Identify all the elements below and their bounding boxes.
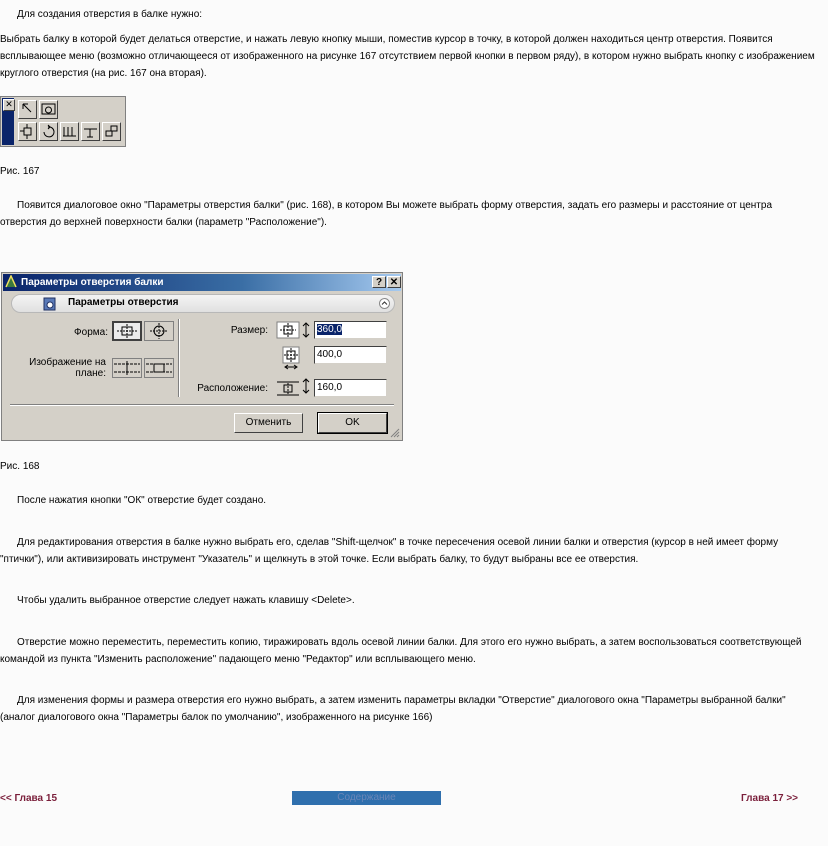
collapse-icon xyxy=(379,298,390,309)
plan-display-option-1[interactable] xyxy=(112,358,142,378)
paragraph-dialog-appears: Появится диалоговое окно "Параметры отверстия балки" (рис. 168), в котором Вы можете выбрать форму отверстия, задать его размеры и расстояние от центра отверстия до верхней поверхности балки (параметр "Расположение"). xyxy=(0,200,773,228)
rectangular-hole-icon xyxy=(114,323,140,339)
cancel-button[interactable]: Отменить xyxy=(234,413,303,433)
table-of-contents-link[interactable]: Содержание xyxy=(292,791,441,805)
plan-outline-icon xyxy=(145,359,173,377)
width-dimension-icon xyxy=(276,321,300,339)
hole-parameters-dialog xyxy=(1,272,403,441)
figure-167-caption: Рис. 167 xyxy=(0,166,40,177)
help-button[interactable]: ? xyxy=(372,276,386,288)
move-button[interactable] xyxy=(18,122,37,141)
height-value: 400,0 xyxy=(317,349,343,360)
resize-button[interactable] xyxy=(102,122,121,141)
paragraph-intro: Для создания отверстия в балке нужно: xyxy=(17,9,203,20)
figure-168-caption: Рис. 168 xyxy=(0,461,40,472)
round-hole-icon xyxy=(40,101,57,118)
archicad-icon xyxy=(5,275,17,288)
dialog-title[interactable]: Параметры отверстия балки xyxy=(3,274,401,291)
rotate-icon xyxy=(40,123,57,140)
paragraph-change-shape: Для изменения формы и размера отверстия его нужно выбрать, а затем изменить параметры вкладки "Отверстие" диалогового окна "Параметры выбранной балки" (аналог диалогового окна "Параметры балок по умолчанию", изображенного на рисунке 166) xyxy=(0,695,786,723)
position-offset-icon xyxy=(276,379,300,397)
size-label: Размер: xyxy=(230,325,268,336)
position-label: Расположение: xyxy=(197,383,268,394)
paragraph-move: Отверстие можно переместить, переместить копию, тиражировать вдоль осевой линии балки. Для этого его нужно выбрать, а затем воспользоваться соответствующей командой из пункта "Изменить расположение" падающего меню "Редактор" или всплывающего меню. xyxy=(0,637,802,665)
round-hole-icon xyxy=(145,322,173,340)
move-icon xyxy=(19,123,36,140)
plan-label: Изображение на плане: xyxy=(29,357,106,379)
plan-display-option-2[interactable] xyxy=(144,358,174,378)
round-shape-option[interactable] xyxy=(144,321,174,341)
previous-chapter-link[interactable]: << Глава 15 xyxy=(0,793,58,804)
vertical-size-arrow-icon xyxy=(301,321,311,339)
paragraph-select-beam: Выбрать балку в которой будет делаться отверстие, и нажать левую кнопку мыши, поместив курсор в точку, в которой должен находиться центр отверстия. Появится всплывающее меню (возможно отличающееся от изображенного на рисунке 167 отсутствием первой кнопки в первом ряду), в котором нужно выбрать кнопку с изображением круглого отверстия (на рис. 167 она вторая). xyxy=(0,34,815,79)
vertical-divider xyxy=(178,319,180,397)
paragraph-delete: Чтобы удалить выбранное отверстие следует нажать клавишу <Delete>. xyxy=(17,595,355,606)
width-input[interactable] xyxy=(314,321,387,339)
section-header[interactable] xyxy=(11,294,395,313)
round-hole-button[interactable] xyxy=(39,100,58,119)
rotate-button[interactable] xyxy=(39,122,58,141)
height-dimension-icon xyxy=(282,346,300,370)
position-input[interactable] xyxy=(314,379,387,397)
section-title: Параметры отверстия xyxy=(68,297,179,308)
position-arrow-icon xyxy=(301,377,311,395)
next-chapter-link[interactable]: Глава 17 >> xyxy=(741,793,799,804)
hole-section-icon xyxy=(42,297,58,311)
position-value: 160,0 xyxy=(317,382,343,393)
popup-toolbar-figure xyxy=(0,96,126,147)
arrow-cursor-icon xyxy=(19,101,36,118)
height-input[interactable] xyxy=(314,346,387,364)
shape-label: Форма: xyxy=(74,327,108,338)
mirror-button[interactable] xyxy=(60,122,79,141)
close-button[interactable]: ✕ xyxy=(387,276,401,288)
resize-grip-icon[interactable] xyxy=(389,427,400,438)
horizontal-divider xyxy=(10,404,394,406)
paragraph-editing: Для редактирования отверстия в балке нужно выбрать его, сделав "Shift-щелчок" в точке пересечения осевой линии балки и отверстия (курсор в ней имеет форму "птички"), или активизировать инструмент "Указатель" и щелкнуть в этой точке. Если выбрать балку, то будут выбраны все ее отверстия. xyxy=(0,537,779,565)
rectangular-shape-option[interactable] xyxy=(112,321,142,341)
paragraph-ok-created: После нажатия кнопки "ОК" отверстие будет создано. xyxy=(17,495,267,506)
elevate-icon xyxy=(82,123,99,140)
ok-button[interactable]: OK xyxy=(318,413,387,433)
width-value: 360,0 xyxy=(317,324,343,335)
plan-hidden-lines-icon xyxy=(113,359,141,377)
toolbar-close-button[interactable]: ✕ xyxy=(3,99,15,111)
resize-icon xyxy=(103,123,120,140)
elevate-button[interactable] xyxy=(81,122,100,141)
mirror-icon xyxy=(61,123,78,140)
cursor-tool-button[interactable] xyxy=(18,100,37,119)
